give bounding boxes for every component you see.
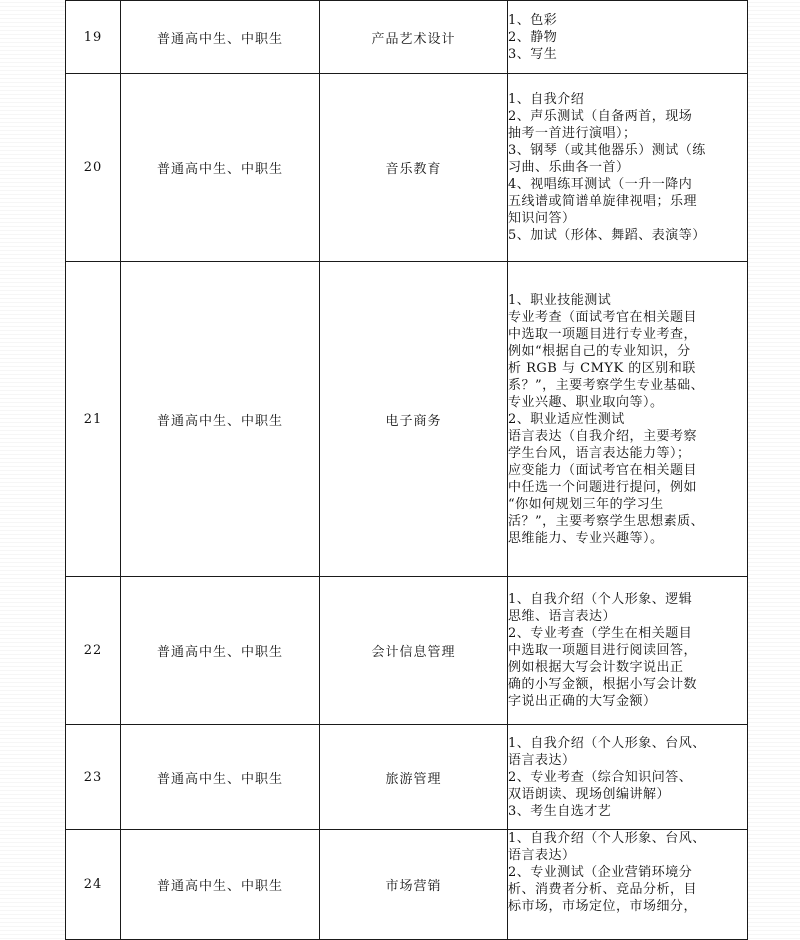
applicant-type: 普通高中生、中职生 [121, 74, 320, 262]
row-number: 21 [66, 262, 121, 577]
exam-content [508, 262, 748, 577]
exam-content-line: 语言表达） [508, 848, 576, 863]
exam-content [508, 830, 748, 940]
table-row [66, 830, 748, 940]
exam-content-line: 专业兴趣、职业取向等）。 [508, 394, 664, 410]
major-name: 电子商务 [320, 262, 508, 577]
table-body [66, 1, 748, 940]
exam-content-line: 习曲、乐曲各一首） [508, 160, 630, 175]
exam-content-line: 3、考生自选才艺 [508, 803, 612, 819]
exam-content-line: 3、钢琴（或其他器乐）测试（练 [508, 143, 706, 158]
table-row [66, 1, 748, 74]
table-row [66, 74, 748, 262]
exam-content [508, 74, 748, 262]
exam-content-line: 中任选一个问题进行提问，例如 [508, 479, 698, 495]
exam-content [508, 1, 748, 74]
exam-content-line: 2、专业测试（企业营销环境分 [508, 865, 693, 880]
exam-content-line: 活？”，主要考察学生思想素质、 [508, 513, 705, 529]
major-name: 产品艺术设计 [320, 1, 508, 74]
exam-content-line: 2、静物 [508, 29, 558, 45]
exam-content-line: 标市场，市场定位，市场细分， [508, 899, 698, 914]
row-number: 20 [66, 74, 121, 262]
exam-content-line: “你如何规划三年的学习生 [508, 496, 664, 512]
exam-content-line: 1、自我介绍（个人形象、台风、 [508, 735, 706, 751]
table-row [66, 577, 748, 725]
major-name: 市场营销 [320, 830, 508, 940]
exam-content-line: 例如“根据自己的专业知识，分 [508, 343, 691, 359]
row-number: 19 [66, 1, 121, 74]
exam-content-line: 确的小写金额，根据小写会计数 [508, 677, 698, 692]
exam-content-line: 中选取一项题目进行专业考查， [508, 326, 698, 342]
exam-content-line: 4、视唱练耳测试（一升一降内 [508, 177, 693, 192]
exam-content-line: 5、加试（形体、舞蹈、表演等） [508, 228, 706, 243]
major-name: 会计信息管理 [320, 577, 508, 725]
applicant-type: 普通高中生、中职生 [121, 1, 320, 74]
exam-content-line: 语言表达） [508, 752, 576, 768]
exam-content-line: 3、写生 [508, 46, 558, 62]
major-name: 旅游管理 [320, 725, 508, 830]
exam-content-line: 2、专业考查（综合知识问答、 [508, 769, 693, 785]
exam-content-line: 1、职业技能测试 [508, 292, 612, 308]
exam-content-line: 1、色彩 [508, 12, 558, 28]
admission-table [65, 0, 748, 940]
exam-content-line: 1、自我介绍（个人形象、台风、 [508, 831, 706, 846]
major-name: 音乐教育 [320, 74, 508, 262]
exam-content-line: 思维能力、专业兴趣等）。 [508, 530, 664, 546]
table-row [66, 725, 748, 830]
exam-content-line: 语言表达（自我介绍，主要考察 [508, 428, 698, 444]
row-number: 24 [66, 830, 121, 940]
applicant-type: 普通高中生、中职生 [121, 830, 320, 940]
applicant-type: 普通高中生、中职生 [121, 577, 320, 725]
exam-content-line: 1、自我介绍（个人形象、逻辑 [508, 592, 693, 607]
exam-content-line: 知识问答） [508, 211, 576, 226]
exam-content-line: 系？”，主要考察学生专业基础、 [508, 377, 705, 393]
exam-content-line: 抽考一首进行演唱）； [508, 126, 637, 141]
exam-content-line: 析 RGB 与 CMYK 的区别和联 [508, 360, 696, 376]
exam-content-line: 五线谱或简谱单旋律视唱；乐理 [508, 194, 698, 209]
applicant-type: 普通高中生、中职生 [121, 725, 320, 830]
exam-content [508, 725, 748, 830]
exam-content-line: 析、消费者分析、竞品分析，目 [508, 882, 698, 897]
exam-content-line: 2、专业考查（学生在相关题目 [508, 626, 693, 641]
exam-content-line: 思维、语言表达） [508, 609, 617, 624]
exam-content-line: 双语朗读、现场创编讲解） [508, 786, 671, 802]
row-number: 23 [66, 725, 121, 830]
exam-content-line: 学生台风，语言表达能力等）； [508, 445, 691, 461]
exam-content [508, 577, 748, 725]
table-row [66, 262, 748, 577]
exam-content-line: 专业考查（面试考官在相关题目 [508, 309, 698, 325]
exam-content-line: 应变能力（面试考官在相关题目 [508, 462, 698, 478]
exam-content-line: 字说出正确的大写金额） [508, 694, 657, 709]
exam-content-line: 1、自我介绍 [508, 92, 585, 107]
exam-content-line: 2、职业适应性测试 [508, 411, 625, 427]
row-number: 22 [66, 577, 121, 725]
exam-content-line: 例如根据大写会计数字说出正 [508, 660, 684, 675]
exam-content-line: 中选取一项题目进行阅读回答， [508, 643, 698, 658]
exam-content-line: 2、声乐测试（自备两首，现场 [508, 109, 693, 124]
applicant-type: 普通高中生、中职生 [121, 262, 320, 577]
